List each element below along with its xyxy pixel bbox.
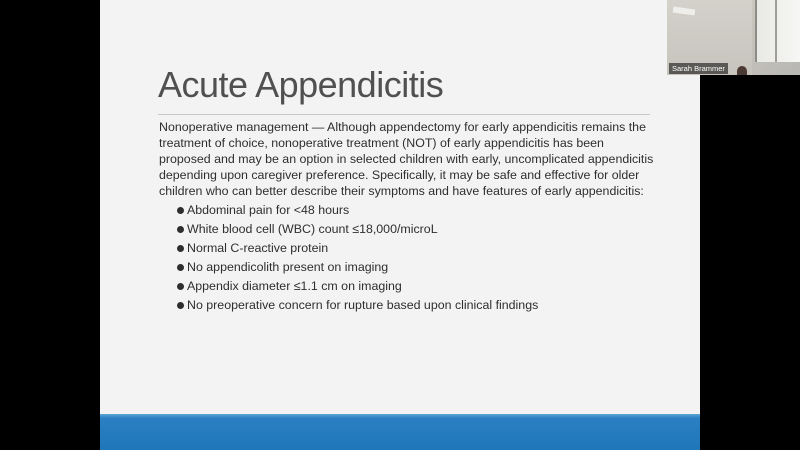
- slide-body: [159, 119, 659, 315]
- participant-video-tile[interactable]: [667, 0, 800, 75]
- intro-paragraph: Nonoperative management — Although appendectomy for early appendicitis remains the treatment of choice, nonoperative treatment (NOT) of early appendicitis has been proposed and may be an option in selected children with early, uncomplicated appendicitis depending upon caregiver preference. Specifically, it may be safe and effective for older children who can better describe their symptoms and have features of early appendicitis:: [159, 120, 654, 198]
- list-item-text: White blood cell (WBC) count ≤18,000/microL: [187, 222, 438, 236]
- list-item: [177, 296, 659, 315]
- list-item-text: Appendix diameter ≤1.1 cm on imaging: [187, 279, 402, 293]
- participant-name-label: Sarah Brammer: [669, 63, 728, 74]
- bullet-icon: [177, 207, 184, 214]
- title-divider: [158, 114, 650, 115]
- video-background-window: [755, 0, 800, 62]
- criteria-list: [159, 201, 659, 315]
- list-item-text: Normal C-reactive protein: [187, 241, 329, 255]
- bullet-icon: [177, 283, 184, 290]
- slide-footer-band: [100, 414, 700, 450]
- list-item: [177, 239, 659, 258]
- list-item: [177, 201, 659, 220]
- bullet-icon: [177, 245, 184, 252]
- list-item-text: Abdominal pain for <48 hours: [187, 203, 350, 217]
- list-item-text: No appendicolith present on imaging: [187, 260, 389, 274]
- list-item: [177, 277, 659, 296]
- participant-silhouette: [737, 66, 747, 75]
- bullet-icon: [177, 302, 184, 309]
- list-item-text: No preoperative concern for rupture based upon clinical findings: [187, 298, 539, 312]
- bullet-icon: [177, 226, 184, 233]
- bullet-icon: [177, 264, 184, 271]
- list-item: [177, 220, 659, 239]
- list-item: [177, 258, 659, 277]
- slide: [100, 0, 700, 450]
- slide-title: Acute Appendicitis: [158, 64, 444, 105]
